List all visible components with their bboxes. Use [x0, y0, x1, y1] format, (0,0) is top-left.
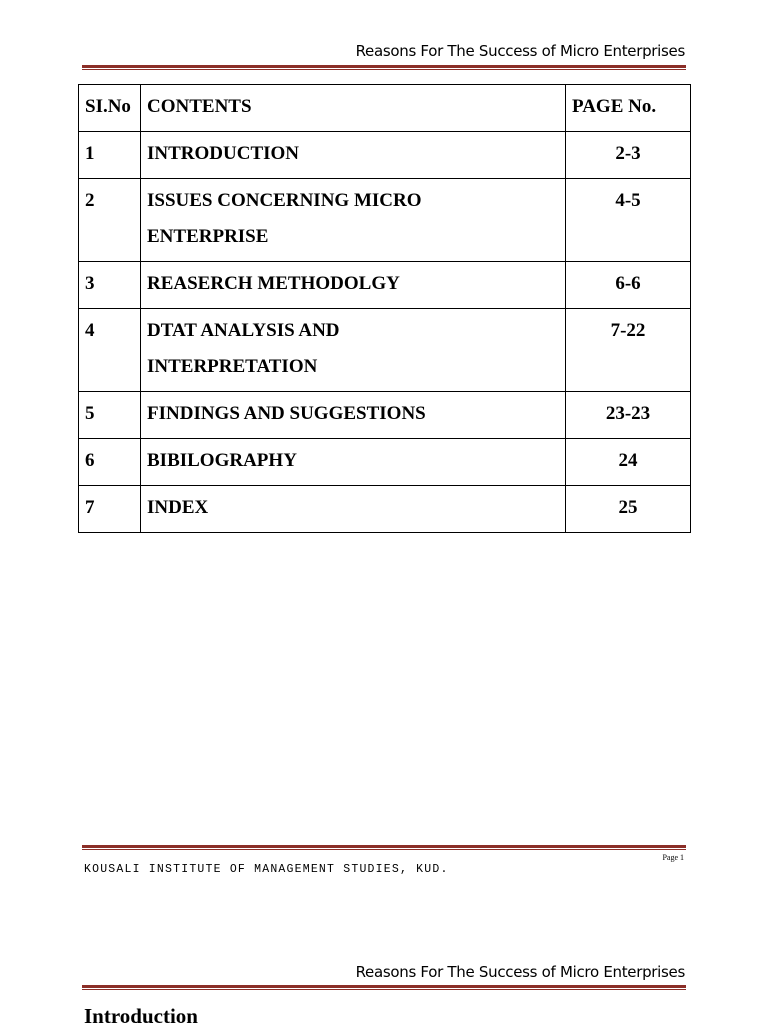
row-no: 4: [79, 309, 141, 392]
row-title: INTRODUCTION: [141, 132, 566, 179]
row-page: 4-5: [566, 179, 691, 262]
header-rule: [82, 65, 686, 70]
footer-institute: KOUSALI INSTITUTE OF MANAGEMENT STUDIES, KUD.: [84, 863, 449, 876]
header-rule-page2: [82, 985, 686, 990]
row-title: FINDINGS AND SUGGESTIONS: [141, 392, 566, 439]
page2-header-title: Reasons For The Success of Micro Enterprises: [355, 963, 685, 981]
footer-rule: [82, 845, 686, 850]
page-number: Page 1: [662, 853, 684, 862]
table-row: [79, 262, 691, 309]
row-page: 6-6: [566, 262, 691, 309]
row-no: 6: [79, 439, 141, 486]
row-title: INDEX: [141, 486, 566, 533]
table-row: [79, 132, 691, 179]
row-page: 2-3: [566, 132, 691, 179]
row-title: DTAT ANALYSIS AND INTERPRETATION: [141, 309, 566, 392]
row-title: REASERCH METHODOLGY: [141, 262, 566, 309]
table-row: [79, 179, 691, 262]
table-row: [79, 486, 691, 533]
contents-table: [78, 84, 691, 533]
table-header-row: [79, 85, 691, 132]
row-no: 5: [79, 392, 141, 439]
col-header-page: PAGE No.: [566, 85, 691, 132]
row-title: ISSUES CONCERNING MICRO ENTERPRISE: [141, 179, 566, 262]
col-header-no: SI.No: [79, 85, 141, 132]
row-page: 7-22: [566, 309, 691, 392]
col-header-contents: CONTENTS: [141, 85, 566, 132]
row-page: 24: [566, 439, 691, 486]
row-no: 3: [79, 262, 141, 309]
table-row: [79, 392, 691, 439]
page1-header-title: Reasons For The Success of Micro Enterprises: [355, 42, 685, 60]
table-row: [79, 309, 691, 392]
row-no: 2: [79, 179, 141, 262]
section-heading: Introduction: [84, 1004, 198, 1028]
row-page: 23-23: [566, 392, 691, 439]
row-no: 1: [79, 132, 141, 179]
table-row: [79, 439, 691, 486]
row-title: BIBILOGRAPHY: [141, 439, 566, 486]
row-no: 7: [79, 486, 141, 533]
row-page: 25: [566, 486, 691, 533]
